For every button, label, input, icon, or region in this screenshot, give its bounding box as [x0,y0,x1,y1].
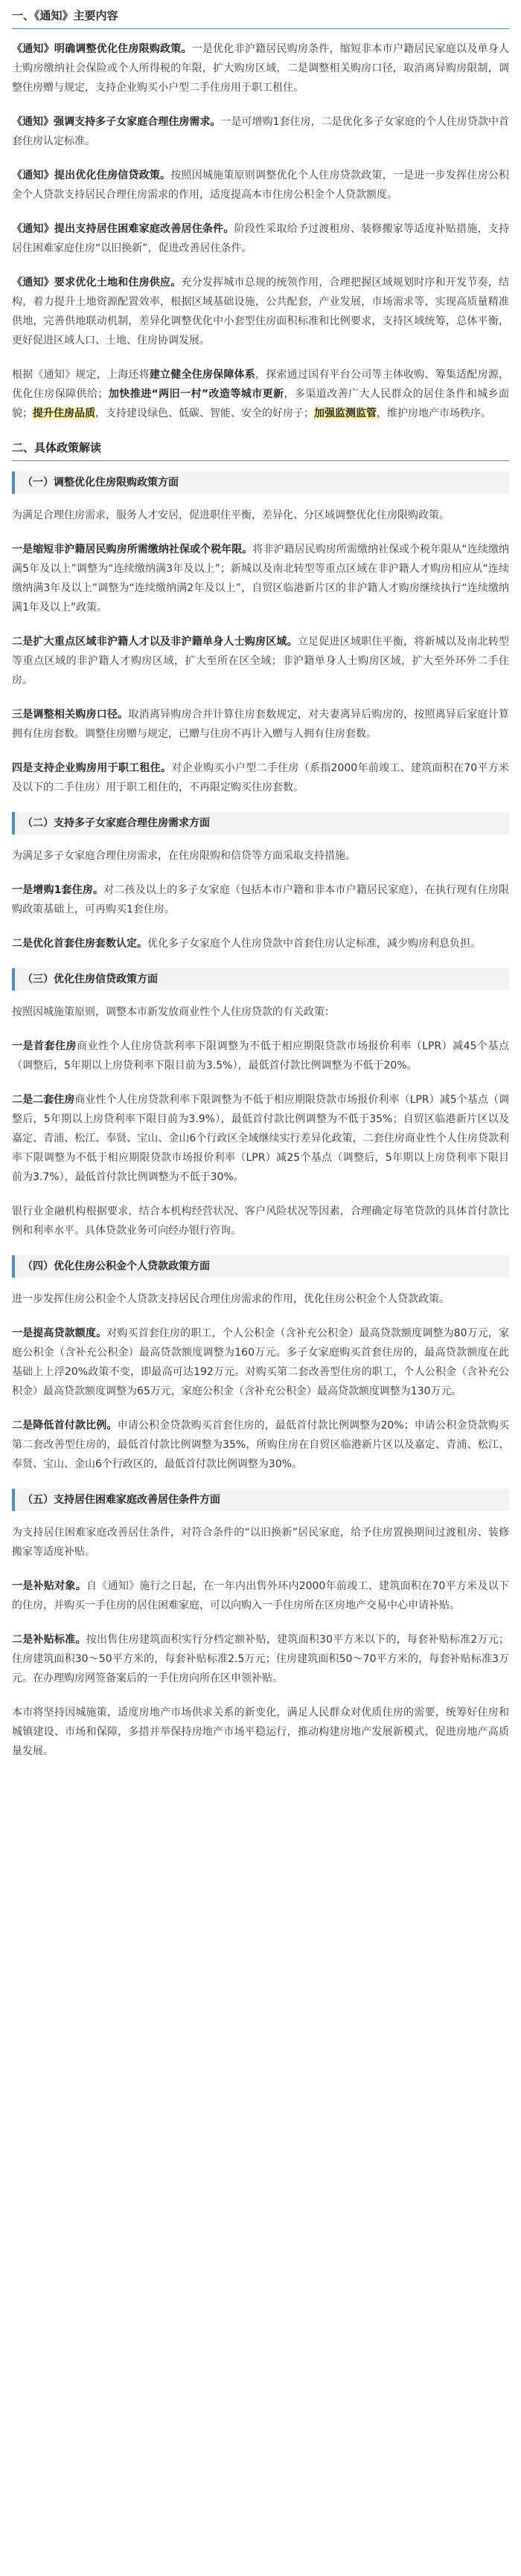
subsection-intro: 为支持居住困难家庭改善居住条件，对符合条件的“以旧换新”居民家庭，给予住房置换期间过渡租房、装修搬家等适度补贴。 [12,1527,509,1558]
policy-item: 四是支持企业购房用于职工租住。对企业购买小户型二手住房（系指2000年前竣工、建筑面积在70平方米及以下的二手住房）用于职工租住的，不再限定购买住房套数。 [12,762,509,793]
section-heading: 一、《通知》主要内容 [12,9,118,22]
subsection-title: （四）优化住房公积金个人贷款政策方面 [12,1255,509,1278]
policy-item: 一是增购1套住房。对二孩及以上的多子女家庭（包括本市户籍和非本市户籍居民家庭），在执行现有住房限购政策基础上，可再购买1套住房。 [12,884,509,915]
heading-divider [12,460,509,461]
policy-item: 二是降低首付款比例。申请公积金贷款购买首套住房的，最低首付款比例调整为20%；申请公积金贷款购买第二套改善型住房的，最低首付款比例调整为35%，所购住房在自贸区临港新片区以及嘉定、青浦、松江、奉贤、宝山、金山6个行政区的，最低首付款比例调整为30%。 [12,1420,509,1470]
heading-divider [12,28,509,29]
intro-item: 《通知》要求优化土地和住房供应。充分发挥城市总规的统领作用，合理把握区域规划时序和开发节奏，结构，着力提升土地资源配置效率，根据区域基础设施，公共配套，产业发展，市场需求等，实现高质量精准供地，完善供地联动机制，差异化调整优化中小套型住房面积标准和比例要求，支持区域统筹，总体平衡，更好促进区域人口、土地、住房协调发展。 [12,277,510,347]
intro-item: 《通知》强调支持多子女家庭合理住房需求。一是可增购1套住房，二是优化多子女家庭的个人住房贷款中首套住房认定标准。 [12,116,510,147]
policy-item: 一是补贴对象。自《通知》施行之日起，在一年内出售外环内2000年前竣工、建筑面积在70平方米及以下的住房，并购买一手住房的居住困难家庭，可以向购入一手住房所在区房地产交易中心申请补贴。 [12,1580,509,1611]
policy-item: 二是补贴标准。按出售住房建筑面积实行分档定额补贴，建筑面积30平方米以下的，每套补贴标准2万元；住房建筑面积30～50平方米的，每套补贴标准2.5万元；住房建筑面积50～70平方米的，每套补贴标准3万元。在办理购房网签备案后的一手住房向所在区申领补贴。 [12,1634,509,1684]
policy-item: 二是扩大重点区域非沪籍人才以及非沪籍单身人士购房区域。立足促进区域职住平衡，将新城以及南北转型等重点区域的非沪籍人才购房区域，扩大至所在区全域；非沪籍单身人士购房区域，扩大至外环外二手住房。 [12,636,510,686]
subsection-intro: 按照因城施策原则，调整本市新发放商业性个人住房贷款的有关政策： [12,1006,335,1018]
subsection-title: （一）调整优化住房限购政策方面 [12,471,509,494]
subsection-intro: 为满足合理住房需求，服务人才安居，促进职住平衡，差异化、分区域调整优化住房限购政策。 [12,509,450,521]
subsection-intro: 进一步发挥住房公积金个人贷款支持居民合理住房需求的作用，优化住房公积金个人贷款政策。 [12,1293,450,1305]
closing-paragraph: 本市将坚持因城施策，适度房地产市场供求关系的新变化，满足人民群众对优质住房的需要，统筹好住房和城镇建设、市场和保障，多措并举保持房地产市场平稳运行，推动构建房地产发展新模式，促进房地产高质量发展。 [12,1707,509,1757]
intro-item: 《通知》提出优化住房信贷政策。按照因城施策原则调整优化个人住房贷款政策，一是进一步发挥住房公积金个人贷款支持居民合理住房需求的作用，适度提高本市住房公积金个人贷款额度。 [12,170,510,201]
section-heading: 二、具体政策解读 [12,441,102,454]
subsection-title: （三）优化住房信贷政策方面 [12,968,509,991]
intro-item: 《通知》明确调整优化住房限购政策。一是优化非沪籍居民购房条件，缩短非本市户籍居民家庭以及单身人士购房缴纳社会保险或个人所得税的年限，扩大购房区域，二是调整相关购房口径，取消离异购房限制，调整住房赠与规定，支持企业购买小户型二手住房用于职工租住。 [12,43,510,94]
policy-item: 二是优化首套住房套数认定。优化多子女家庭个人住房贷款中首套住房认定标准，减少购房利息负担。 [12,938,481,950]
subsection-intro: 为满足多子女家庭合理住房需求，在住房限购和信贷等方面采取支持措施。 [12,850,356,862]
policy-paragraph: 根据《通知》规定，上海还将建立健全住房保障体系，探索通过国有平台公司等主体收购、筹集适配房源，优化住房保障供给；加快推进“两旧一村”改造等城市更新，多渠道改善广大人民群众的居住条件和城乡面貌；提升住房品质，支持建设绿色、低碳、智能、安全的好房子；加强监测监管，维护房地产市场秩序。 [12,369,510,419]
policy-item: 一是提高贷款额度。对购买首套住房的职工，个人公积金（含补充公积金）最高贷款额度调整为80万元，家庭公积金（含补充公积金）最高贷款额度调整为160万元。多子女家庭购买首套住房的，最高贷款额度在此基础上上浮20%政策不变，即最高可达192万元。对购买第二套改善型住房的职工，个人公积金（含补充公积金）最高贷款额度调整为65万元，家庭公积金（含补充公积金）最高贷款额度调整为130万元。 [12,1327,510,1397]
subsection-title: （二）支持多子女家庭合理住房需求方面 [12,812,509,834]
policy-item: 二是二套住房商业性个人住房贷款利率下限调整为不低于相应期限贷款市场报价利率（LPR）减5个基点（调整后，5年期以上房贷利率下限目前为3.9%），最低首付款比例调整为不低于35%；自贸区临港新片区以及嘉定、青浦、松江、奉贤、宝山、金山6个行政区全域继续实行差异化政策，二套住房商业性个人住房贷款利率下限调整为不低于相应期限贷款市场报价利率（LPR）减25个基点（调整后，5年期以上房贷利率下限目前为3.7%），最低首付款比例调整为不低于30%。 [12,1094,510,1183]
intro-item: 《通知》提出支持居住困难家庭改善居住条件。阶段性采取给予过渡租房、装修搬家等适度补贴措施，支持居住困难家庭住房“以旧换新”，促进改善居住条件。 [12,223,510,254]
subsection-title: （五）支持居住困难家庭改善居住条件方面 [12,1489,509,1511]
subsection-outro: 银行业金融机构根据要求，结合本机构经营状况、客户风险状况等因素，合理确定每笔贷款的具体首付款比例和利率水平。具体贷款业务可向经办银行咨询。 [12,1205,509,1237]
policy-item: 三是调整相关购房口径。取消离异购房合并计算住房套数规定，对夫妻离异后购房的，按照离异后家庭计算拥有住房套数。调整住房赠与规定，已赠与住房不再计入赠与人拥有住房套数。 [12,709,509,740]
policy-item: 一是缩短非沪籍居民购房所需缴纳社保或个税年限。将非沪籍居民购房所需缴纳社保或个税年限从“连续缴纳满5年及以上”调整为“连续缴纳满3年及以上”；新城以及南北转型等重点区域在非沪籍人才购房相应从“连续缴纳满3年及以上”调整为“连续缴纳满2年及以上”，自贸区临港新片区的非沪籍人才购房继续执行“连续缴纳满1年及以上”政策。 [12,544,509,614]
policy-item: 一是首套住房商业性个人住房贷款利率下限调整为不低于相应期限贷款市场报价利率（LPR）减45个基点（调整后，5年期以上房贷利率下限目前为3.5%），最低首付款比例调整为不低于20%。 [12,1040,509,1072]
